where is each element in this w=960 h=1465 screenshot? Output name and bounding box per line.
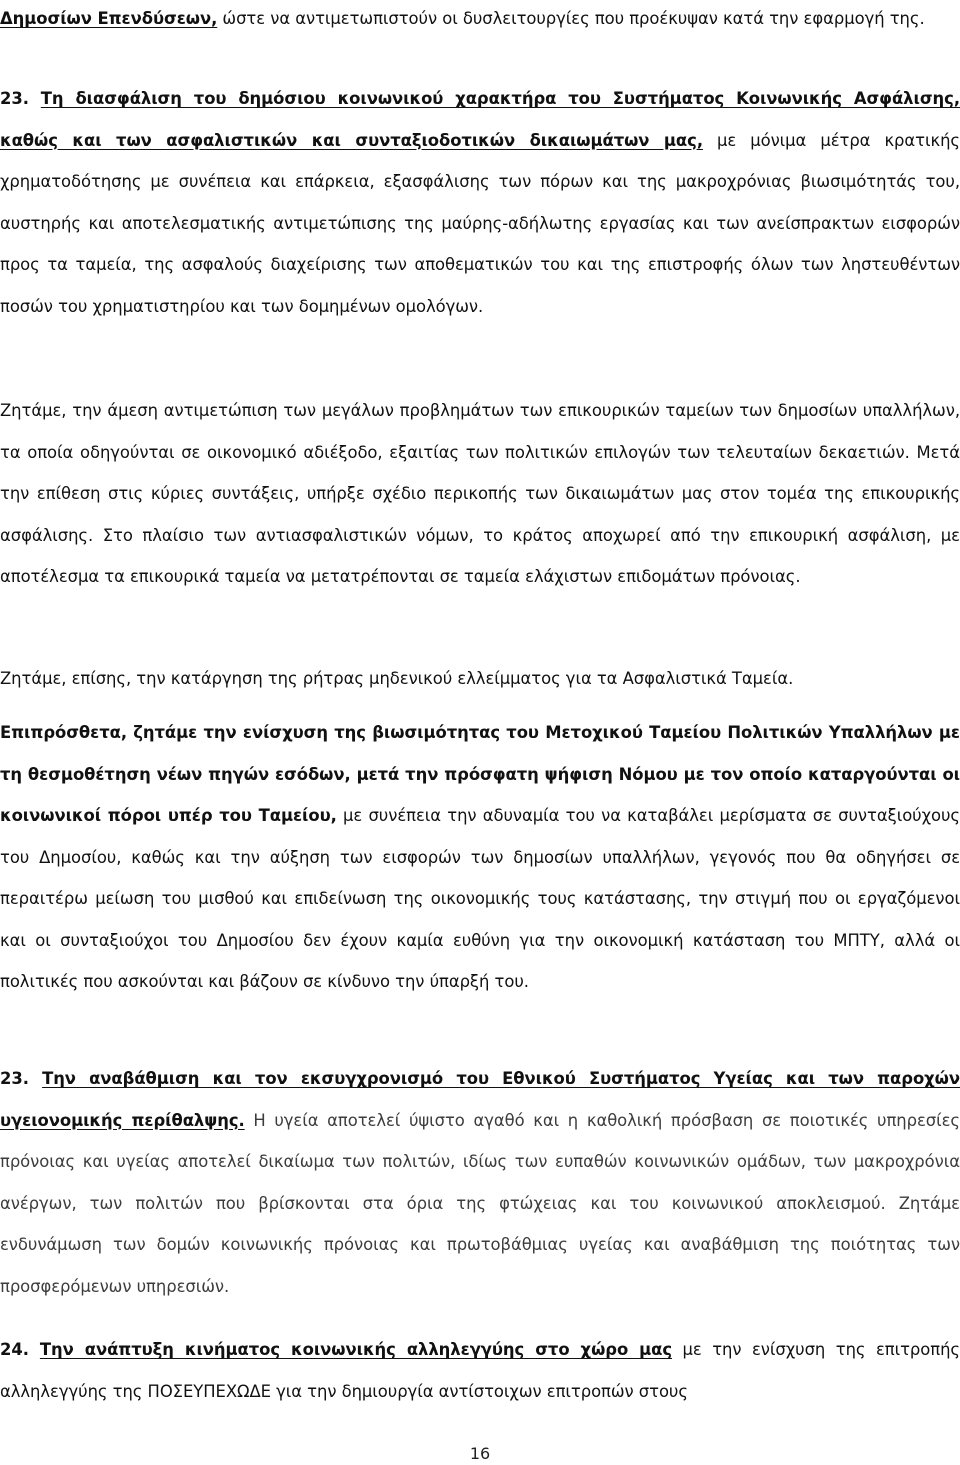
bold-text-run: Επιπρόσθετα, ζητάμε την ενίσχυση της βιωσιμότητας του Μετοχικού Ταμείου Πολιτικών Υπαλλήλων με τη θεσμοθέτηση νέων πηγών εσόδων, μετά την πρόσφατη ψήφιση Νόμου με τον οποίο καταργούνται οι κοινωνικοί πόροι υπέρ του Ταμείου, [0, 723, 960, 825]
paragraph-investments [0, 0, 960, 40]
item-heading: Τη διασφάλιση του δημόσιου κοινωνικού χαρακτήρα του Συστήματος Κοινωνικής Ασφάλισης, καθώς και των ασφαλιστικών και συνταξιοδοτικών δικαιωμάτων μας, [0, 89, 960, 150]
text-run: με συνέπεια την αδυναμία του να καταβάλει μερίσματα σε συνταξιούχους του Δημοσίου, καθώς και την αύξηση των εισφορών των δημοσίων υπαλλήλων, γεγονός που θα οδηγήσει σε περαιτέρω μείωση του μισθού και επιδείνωση της οικονομικής τους κατάστασης, την στιγμή που οι εργαζόμενοι και οι συνταξιούχοι του Δημοσίου δεν έχουν καμία ευθύνη για την οικονομική κατάσταση του ΜΠΤΥ, αλλά οι πολιτικές που ασκούνται και βάζουν σε κίνδυνο την ύπαρξή του. [0, 806, 960, 991]
item-number: 24. [0, 1340, 40, 1359]
text-run: ώστε να αντιμετωπιστούν οι δυσλειτουργίες που προέκυψαν κατά την εφαρμογή της. [217, 9, 925, 28]
paragraph-auxiliary-funds [0, 390, 960, 598]
paragraph-24-solidarity [0, 1329, 960, 1412]
text-run: με μόνιμα μέτρα κρατικής χρηματοδότησης με συνέπεια και επάρκεια, εξασφάλισης των πόρων και της μακροχρόνιας βιωσιμότητάς του, αυστηρής και αποτελεσματικής αντιμετώπισης της μαύρης-αδήλωτης εργασίας και των ανείσπρακτων εισφορών προς τα ταμεία, της ασφαλούς διαχείρισης των αποθεματικών του και της επιστροφής όλων των ληστευθέντων ποσών του χρηματιστηρίου και των δομημένων ομολόγων. [0, 130, 960, 316]
paragraph-zero-deficit-clause [0, 658, 960, 700]
item-heading: Την αναβάθμιση και τον εκσυγχρονισμό του Εθνικού Συστήματος Υγείας και των παροχών υγειονομικής περίθαλψης. [0, 1069, 960, 1130]
item-number: 23. [0, 89, 41, 108]
paragraph-23-social-insurance [0, 78, 960, 327]
text-run: Ζητάμε, επίσης, την κατάργηση της ρήτρας μηδενικού ελλείμματος για τα Ασφαλιστικά Ταμεία. [0, 669, 794, 688]
item-number: 23. [0, 1069, 43, 1088]
text-run: Δημοσίων Επενδύσεων, [0, 9, 218, 28]
item-heading: Την ανάπτυξη κινήματος κοινωνικής αλληλεγγύης στο χώρο μας [39, 1340, 673, 1359]
text-run: Ζητάμε, την άμεση αντιμετώπιση των μεγάλων προβλημάτων των επικουρικών ταμείων των δημοσίων υπαλλήλων, τα οποία οδηγούνται σε οικονομικό αδιέξοδο, εξαιτίας των πολιτικών επιλογών των τελευταίων δεκαετιών. Μετά την επίθεση στις κύριες συντάξεις, υπήρξε σχέδιο περικοπής των δικαιωμάτων μας στον τομέα της επικουρικής ασφάλισης. Στο πλαίσιο των αντιασφαλιστικών νόμων, το κράτος αποχωρεί από την επικουρική ασφάλιση, με αποτέλεσμα τα επικουρικά ταμεία να μετατρέπονται σε ταμεία ελάχιστων επιδομάτων πρόνοιας. [0, 401, 960, 586]
paragraph-23-health-system [0, 1058, 960, 1307]
page-number: 16 [469, 1444, 491, 1463]
paragraph-mptu-fund [0, 712, 960, 1003]
text-run: Η υγεία αποτελεί ύψιστο αγαθό και η καθολική πρόσβαση σε ποιοτικές υπηρεσίες πρόνοιας και υγείας αποτελεί δικαίωμα των πολιτών, ιδίως των ευπαθών κοινωνικών ομάδων, των μακροχρόνια ανέργων, των πολιτών που βρίσκονται στα όρια της φτώχειας και του κοινωνικού αποκλεισμού. Ζητάμε ενδυνάμωση των δομών κοινωνικής πρόνοιας και πρωτοβάθμιας υγείας και αναβάθμιση της ποιότητας των προσφερόμενων υπηρεσιών. [0, 1110, 960, 1296]
text-run: με την ενίσχυση της επιτροπής αλληλεγγύης της ΠΟΣΕΥΠΕΧΩΔΕ για την δημιουργία αντίστοιχων επιτροπών στους [0, 1340, 960, 1401]
